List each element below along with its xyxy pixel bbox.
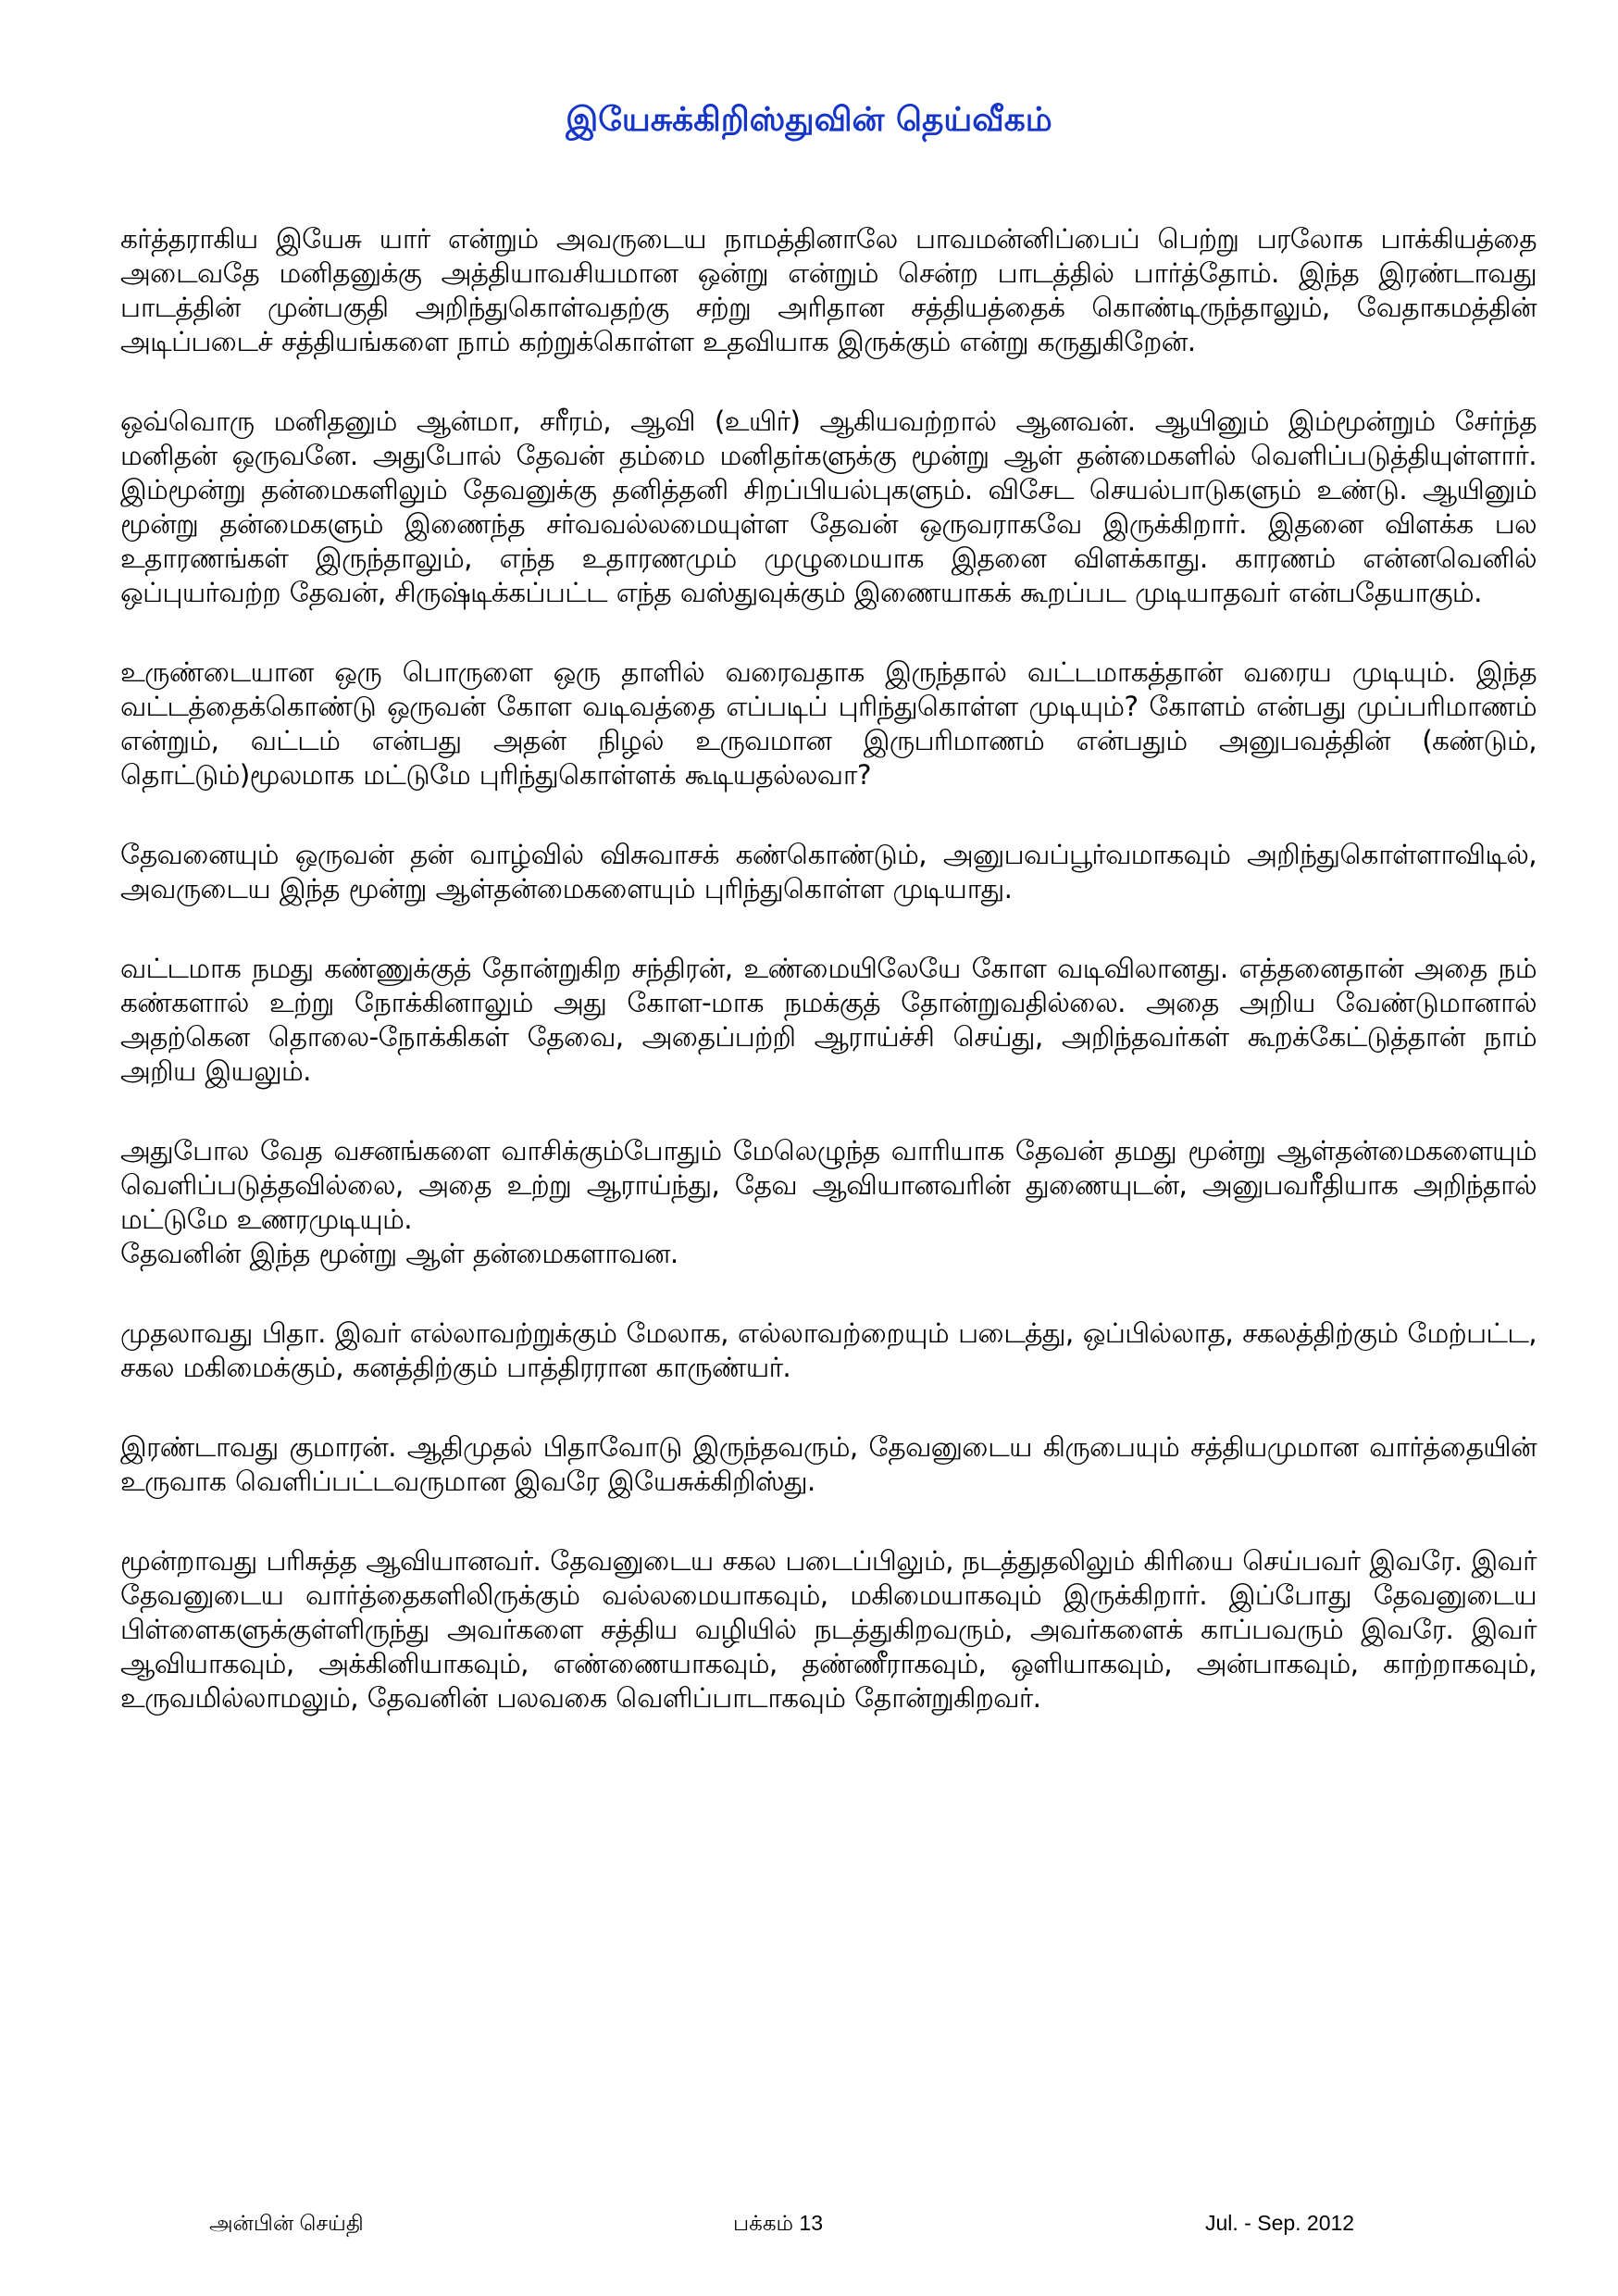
paragraph-son: இரண்டாவது குமாரன். ஆதிமுதல் பிதாவோடு இருந்தவரும், தேவனுடைய கிருபையும் சத்தியமுமான வார்த்தையின் உருவாக வெளிப்பட்டவருமான இவரே இயேசுக்கிறிஸ்து. <box>120 1431 1537 1497</box>
paragraph-moon-analogy: வட்டமாக நமது கண்ணுக்குத் தோன்றுகிற சந்திரன், உண்மையிலேயே கோள வடிவிலானது. எத்தனைதான் அதை நம் கண்களால் உற்று நோக்கினாலும் அது கோள-மாக நமக்குத் தோன்றுவதில்லை. அதை அறிய வேண்டுமானால் அதற்கென தொலை-நோக்கிகள் தேவை, அதைப்பற்றி ஆராய்ச்சி செய்து, அறிந்தவர்கள் கூறக்கேட்டுத்தான் நாம் அறிய இயலும். <box>120 953 1537 1087</box>
paragraph-three-persons-intro: தேவனின் இந்த மூன்று ஆள் தன்மைகளாவன. <box>120 1238 678 1269</box>
paragraph-trinity-man: ஒவ்வொரு மனிதனும் ஆன்மா, சரீரம், ஆவி (உயிர்) ஆகியவற்றால் ஆனவன். ஆயினும் இம்மூன்றும் சேர்ந்த மனிதன் ஒருவனே. அதுபோல் தேவன் தம்மை மனிதர்களுக்கு மூன்று ஆள் தன்மைகளில் வெளிப்படுத்தியுள்ளார். இம்மூன்று தன்மைகளிலும் தேவனுக்கு தனித்தனி சிறப்பியல்புகளும். விசேட செயல்பாடுகளும் உண்டு. ஆயினும் மூன்று தன்மைகளும் இணைந்த சர்வவல்லமையுள்ள தேவன் ஒருவராகவே இருக்கிறார். இதனை விளக்க பல உதாரணங்கள் இருந்தாலும், எந்த உதாரணமும் முழுமையாக இதனை விளக்காது. காரணம் என்னவெனில் ஒப்புயர்வற்ற தேவன், சிருஷ்டிக்கப்பட்ட எந்த வஸ்துவுக்கும் இணையாகக் கூறப்பட முடியாதவர் என்பதேயாகும். <box>120 406 1537 608</box>
page-title: இயேசுக்கிறிஸ்துவின் தெய்வீகம் <box>566 101 1052 139</box>
footer-page-number: பக்கம் 13 <box>733 2211 824 2235</box>
article-body <box>120 222 1537 1761</box>
paragraph-sphere-analogy: உருண்டையான ஒரு பொருளை ஒரு தாளில் வரைவதாக இருந்தால் வட்டமாகத்தான் வரைய முடியும். இந்த வட்டத்தைக்கொண்டு ஒருவன் கோள வடிவத்தை எப்படிப் புரிந்துகொள்ள முடியும்? கோளம் என்பது முப்பரிமாணம் என்றும், வட்டம் என்பது அதன் நிழல் உருவமான இருபரிமாணம் என்பதும் அனுபவத்தின் (கண்டும், தொட்டும்)மூலமாக மட்டுமே புரிந்துகொள்ளக் கூடியதல்லவா? <box>120 656 1537 791</box>
paragraph-father: முதலாவது பிதா. இவர் எல்லாவற்றுக்கும் மேலாக, எல்லாவற்றையும் படைத்து, ஒப்பில்லாத, சகலத்திற்கும் மேற்பட்ட, சகல மகிமைக்கும், கனத்திற்கும் பாத்திரரான காருண்யர். <box>120 1317 1537 1383</box>
paragraph-faith-experience: தேவனையும் ஒருவன் தன் வாழ்வில் விசுவாசக் கண்கொண்டும், அனுபவப்பூர்வமாகவும் அறிந்துகொள்ளாவிடில், அவருடைய இந்த மூன்று ஆள்தன்மைகளையும் புரிந்துகொள்ள முடியாது. <box>120 839 1537 905</box>
footer-publication: அன்பின் செய்தி <box>209 2211 364 2235</box>
footer-issue-date: Jul. - Sep. 2012 <box>1205 2211 1355 2235</box>
paragraph-holy-spirit: மூன்றாவது பரிசுத்த ஆவியானவர். தேவனுடைய சகல படைப்பிலும், நடத்துதலிலும் கிரியை செய்பவர் இவரே. இவர் தேவனுடைய வார்த்தைகளிலிருக்கும் வல்லமையாகவும், மகிமையாகவும் இருக்கிறார். இப்போது தேவனுடைய பிள்ளைகளுக்குள்ளிருந்து அவர்களை சத்திய வழியில் நடத்துகிறவரும், அவர்களைக் காப்பவரும் இவரே. இவர் ஆவியாகவும், அக்கினியாகவும், எண்ணையாகவும், தண்ணீராகவும், ஒளியாகவும், அன்பாகவும், காற்றாகவும், உருவமில்லாமலும், தேவனின் பலவகை வெளிப்பாடாகவும் தோன்றுகிறவர். <box>120 1545 1537 1714</box>
paragraph-intro: கர்த்தராகிய இயேசு யார் என்றும் அவருடைய நாமத்தினாலே பாவமன்னிப்பைப் பெற்று பரலோக பாக்கியத்தை அடைவதே மனிதனுக்கு அத்தியாவசியமான ஒன்று என்றும் சென்ற பாடத்தில் பார்த்தோம். இந்த இரண்டாவது பாடத்தின் முன்பகுதி அறிந்துகொள்வதற்கு சற்று அரிதான சத்தியத்தைக் கொண்டிருந்தாலும், வேதாகமத்தின் அடிப்படைச் சத்தியங்களை நாம் கற்றுக்கொள்ள உதவியாக இருக்கும் என்று கருதுகிறேன். <box>120 223 1537 357</box>
paragraph-scripture: அதுபோல வேத வசனங்களை வாசிக்கும்போதும் மேலெழுந்த வாரியாக தேவன் தமது மூன்று ஆள்தன்மைகளையும் வெளிப்படுத்தவில்லை, அதை உற்று ஆராய்ந்து, தேவ ஆவியானவரின் துணையுடன், அனுபவரீதியாக அறிந்தால் மட்டுமே உணரமுடியும். <box>120 1135 1537 1235</box>
